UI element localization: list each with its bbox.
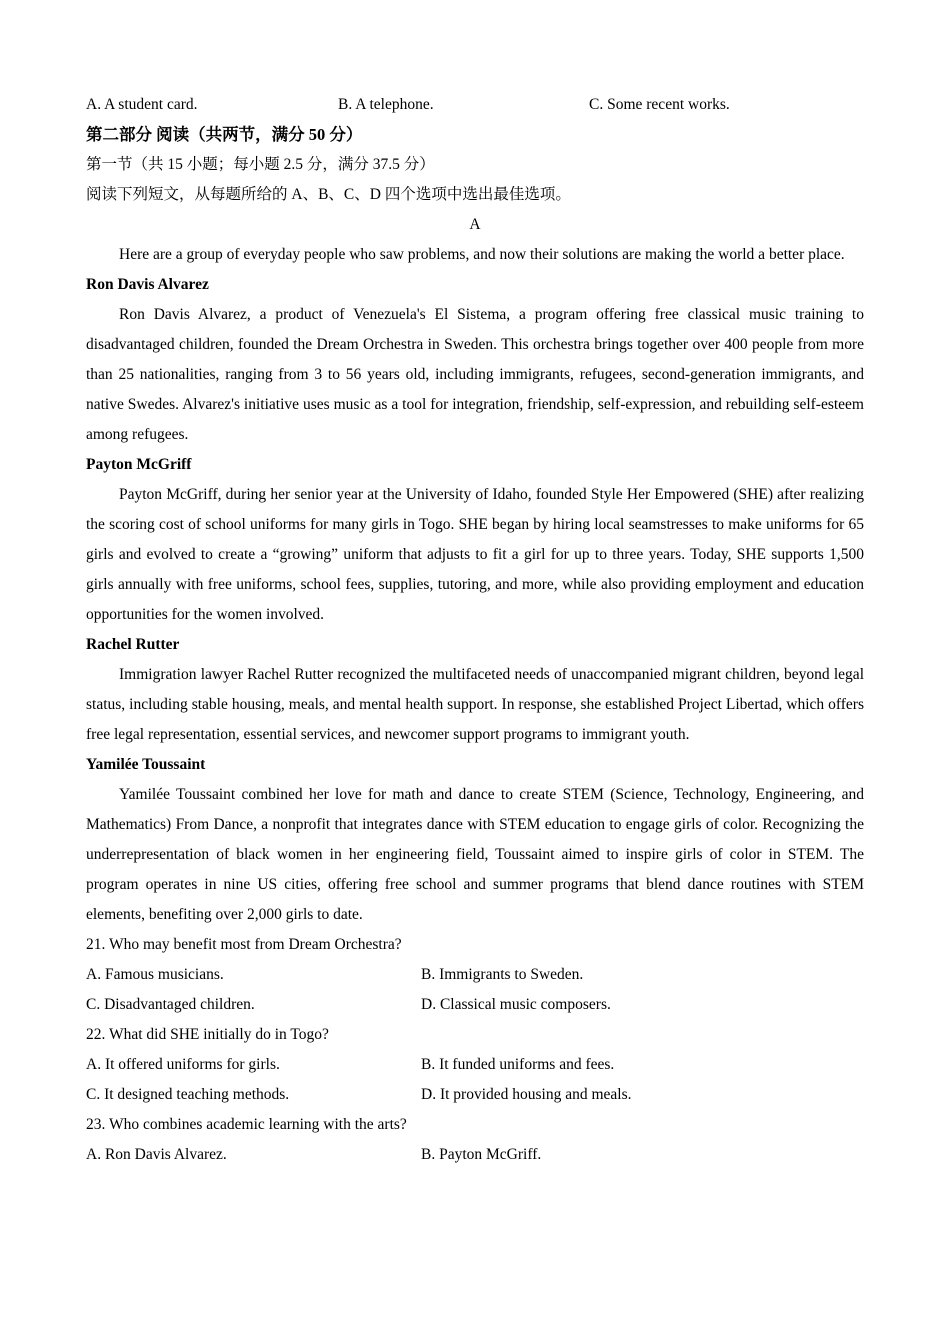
option-a: A. It offered uniforms for girls. — [86, 1056, 280, 1073]
option-row — [86, 990, 864, 1020]
person-name: Payton McGriff — [86, 456, 192, 473]
option-row — [86, 1080, 864, 1110]
option-b: B. A telephone. — [338, 96, 434, 113]
person-name: Ron Davis Alvarez — [86, 276, 209, 293]
question-stem: 22. What did SHE initially do in Togo? — [86, 1026, 329, 1043]
option-a: A. Ron Davis Alvarez. — [86, 1146, 227, 1163]
passage-intro: Here are a group of everyday people who saw problems, and now their solutions are making the world a better place. — [119, 246, 845, 263]
option-c: C. Some recent works. — [589, 96, 730, 113]
instruction: 阅读下列短文，从每题所给的 A、B、C、D 四个选项中选出最佳选项。 — [86, 186, 571, 203]
person-paragraph: Immigration lawyer Rachel Rutter recognized the multifaceted needs of unaccompanied migrant children, beyond legal status, including stable housing, meals, and mental health support. In response, she established Project Libertad, which offers free legal representation, essential services, and newcomer support programs to immigrant youth. — [86, 666, 864, 743]
section-title: 第一节（共 15 小题；每小题 2.5 分，满分 37.5 分） — [86, 156, 435, 173]
question-stem: 23. Who combines academic learning with the arts? — [86, 1116, 407, 1133]
person-paragraph: Payton McGriff, during her senior year at the University of Idaho, founded Style Her Empowered (SHE) after realizing the scoring cost of school uniforms for many girls in Togo. SHE began by hiring local seamstresses to make uniforms for 65 girls and evolved to create a “growing” uniform that adjusts to fit a girl for up to three years. Today, SHE supports 1,500 girls annually with free uniforms, school fees, supplies, tutoring, and more, while also providing employment and education opportunities for the women involved. — [86, 486, 864, 623]
person-name: Rachel Rutter — [86, 636, 180, 653]
person-paragraph: Yamilée Toussaint combined her love for math and dance to create STEM (Science, Technology, Engineering, and Mathematics) From Dance, a nonprofit that integrates dance with STEM education to engage girls of color. Recognizing the underrepresentation of black women in her engineering field, Toussaint aimed to inspire girls of color in STEM. The program operates in nine US cities, offering free school and summer programs that blend dance routines with STEM elements, benefiting over 2,000 girls to date. — [86, 786, 864, 923]
option-d: D. It provided housing and meals. — [421, 1086, 632, 1103]
option-b: B. Payton McGriff. — [421, 1146, 542, 1163]
option-row — [86, 960, 864, 990]
option-a: A. A student card. — [86, 96, 198, 113]
option-c: C. Disadvantaged children. — [86, 996, 255, 1013]
option-a: A. Famous musicians. — [86, 966, 224, 983]
option-c: C. It designed teaching methods. — [86, 1086, 290, 1103]
option-d: D. Classical music composers. — [421, 996, 611, 1013]
option-b: B. Immigrants to Sweden. — [421, 966, 584, 983]
part-title: 第二部分 阅读（共两节，满分 50 分） — [86, 125, 363, 144]
option-row — [86, 1050, 864, 1080]
question-stem: 21. Who may benefit most from Dream Orchestra? — [86, 936, 402, 953]
exam-page — [86, 90, 864, 1170]
passage-label: A — [469, 216, 481, 233]
person-name: Yamilée Toussaint — [86, 756, 206, 773]
option-b: B. It funded uniforms and fees. — [421, 1056, 615, 1073]
previous-question-options — [86, 90, 864, 120]
person-paragraph: Ron Davis Alvarez, a product of Venezuela's El Sistema, a program offering free classical music training to disadvantaged children, founded the Dream Orchestra in Sweden. This orchestra brings together over 400 people from more than 25 nationalities, ranging from 3 to 56 years old, including immigrants, refugees, second-generation immigrants, and native Swedes. Alvarez's initiative uses music as a tool for integration, friendship, self-expression, and rebuilding self-esteem among refugees. — [86, 306, 864, 443]
option-row — [86, 1140, 864, 1170]
